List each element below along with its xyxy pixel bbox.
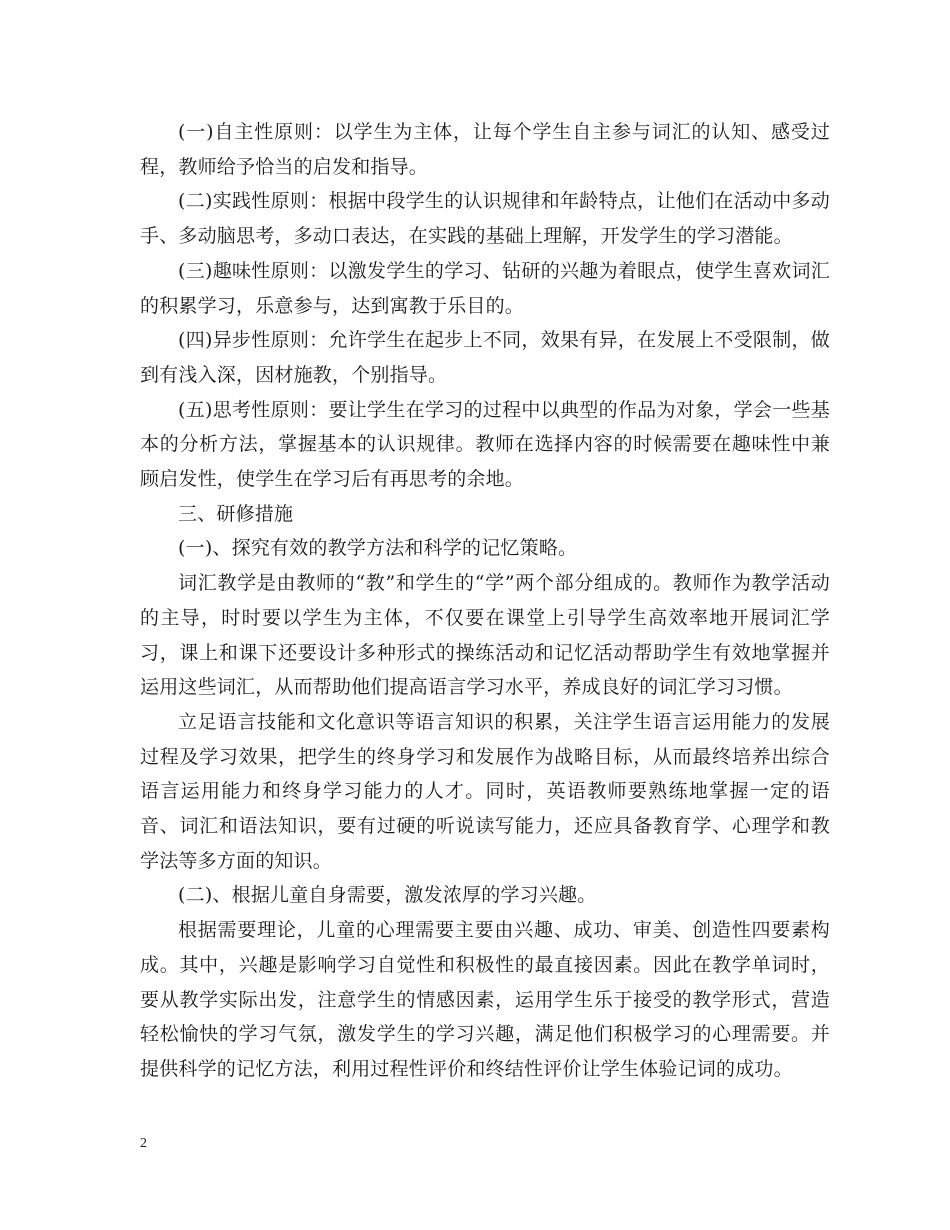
subheading-teaching-methods: (一)、探究有效的教学方法和科学的记忆策略。 (178, 537, 578, 560)
principle-autonomy-paragraph: (一)自主性原则：以学生为主体，让每个学生自主参与词汇的认知、感受过程，教师给予恰当的启发和指导。 (140, 121, 830, 178)
needs-theory-paragraph: 根据需要理论，儿童的心理需要主要由兴趣、成功、审美、创造性四要素构成。其中，兴趣是影响学习自觉性和积极性的最直接因素。因此在教学单词时，要从教学实际出发，注意学生的情感因素，运用学生乐于接受的教学形式，营造轻松愉快的学习气氛，激发学生的学习兴趣，满足他们积极学习的心理需要。并提供科学的记忆方法，利用过程性评价和终结性评价让学生体验记词的成功。 (140, 919, 830, 1080)
section-heading-measures: 三、研修措施 (178, 502, 294, 525)
language-skills-paragraph: 立足语言技能和文化意识等语言知识的积累，关注学生语言运用能力的发展过程及学习效果，把学生的终身学习和发展作为战略目标，从而最终培养出综合语言运用能力和终身学习能力的人才。同时，英语教师要熟练地掌握一定的语音、词汇和语法知识，要有过硬的听说读写能力，还应具备教育学、心理学和教学法等多方面的知识。 (140, 710, 830, 872)
vocabulary-teaching-paragraph: 词汇教学是由教师的“教”和学生的“学”两个部分组成的。教师作为教学活动的主导，时时要以学生为主体，不仅要在课堂上引导学生高效率地开展词汇学习，课上和课下还要设计多种形式的操练活动和记忆活动帮助学生有效地掌握并运用这些词汇，从而帮助他们提高语言学习水平，养成良好的词汇学习习惯。 (140, 572, 830, 699)
document-body (140, 115, 830, 1087)
principle-thinking-paragraph: (五)思考性原则：要让学生在学习的过程中以典型的作品为对象，学会一些基本的分析方法，掌握基本的认识规律。教师在选择内容的时候需要在趣味性中兼顾启发性，使学生在学习后有再思考的余地。 (140, 398, 830, 491)
principle-asynchrony-paragraph: (四)异步性原则：允许学生在起步上不同，效果有异，在发展上不受限制，做到有浅入深，因材施教，个别指导。 (140, 329, 830, 386)
subheading-learning-interest: (二)、根据儿童自身需要，激发浓厚的学习兴趣。 (178, 884, 597, 907)
principle-interest-paragraph: (三)趣味性原则：以激发学生的学习、钻研的兴趣为着眼点，使学生喜欢词汇的积累学习，乐意参与，达到寓教于乐目的。 (140, 259, 830, 317)
page-number: 2 (140, 1136, 147, 1151)
principle-practice-paragraph: (二)实践性原则：根据中段学生的认识规律和年龄特点，让他们在活动中多动手、多动脑思考，多动口表达，在实践的基础上理解，开发学生的学习潜能。 (140, 190, 830, 248)
